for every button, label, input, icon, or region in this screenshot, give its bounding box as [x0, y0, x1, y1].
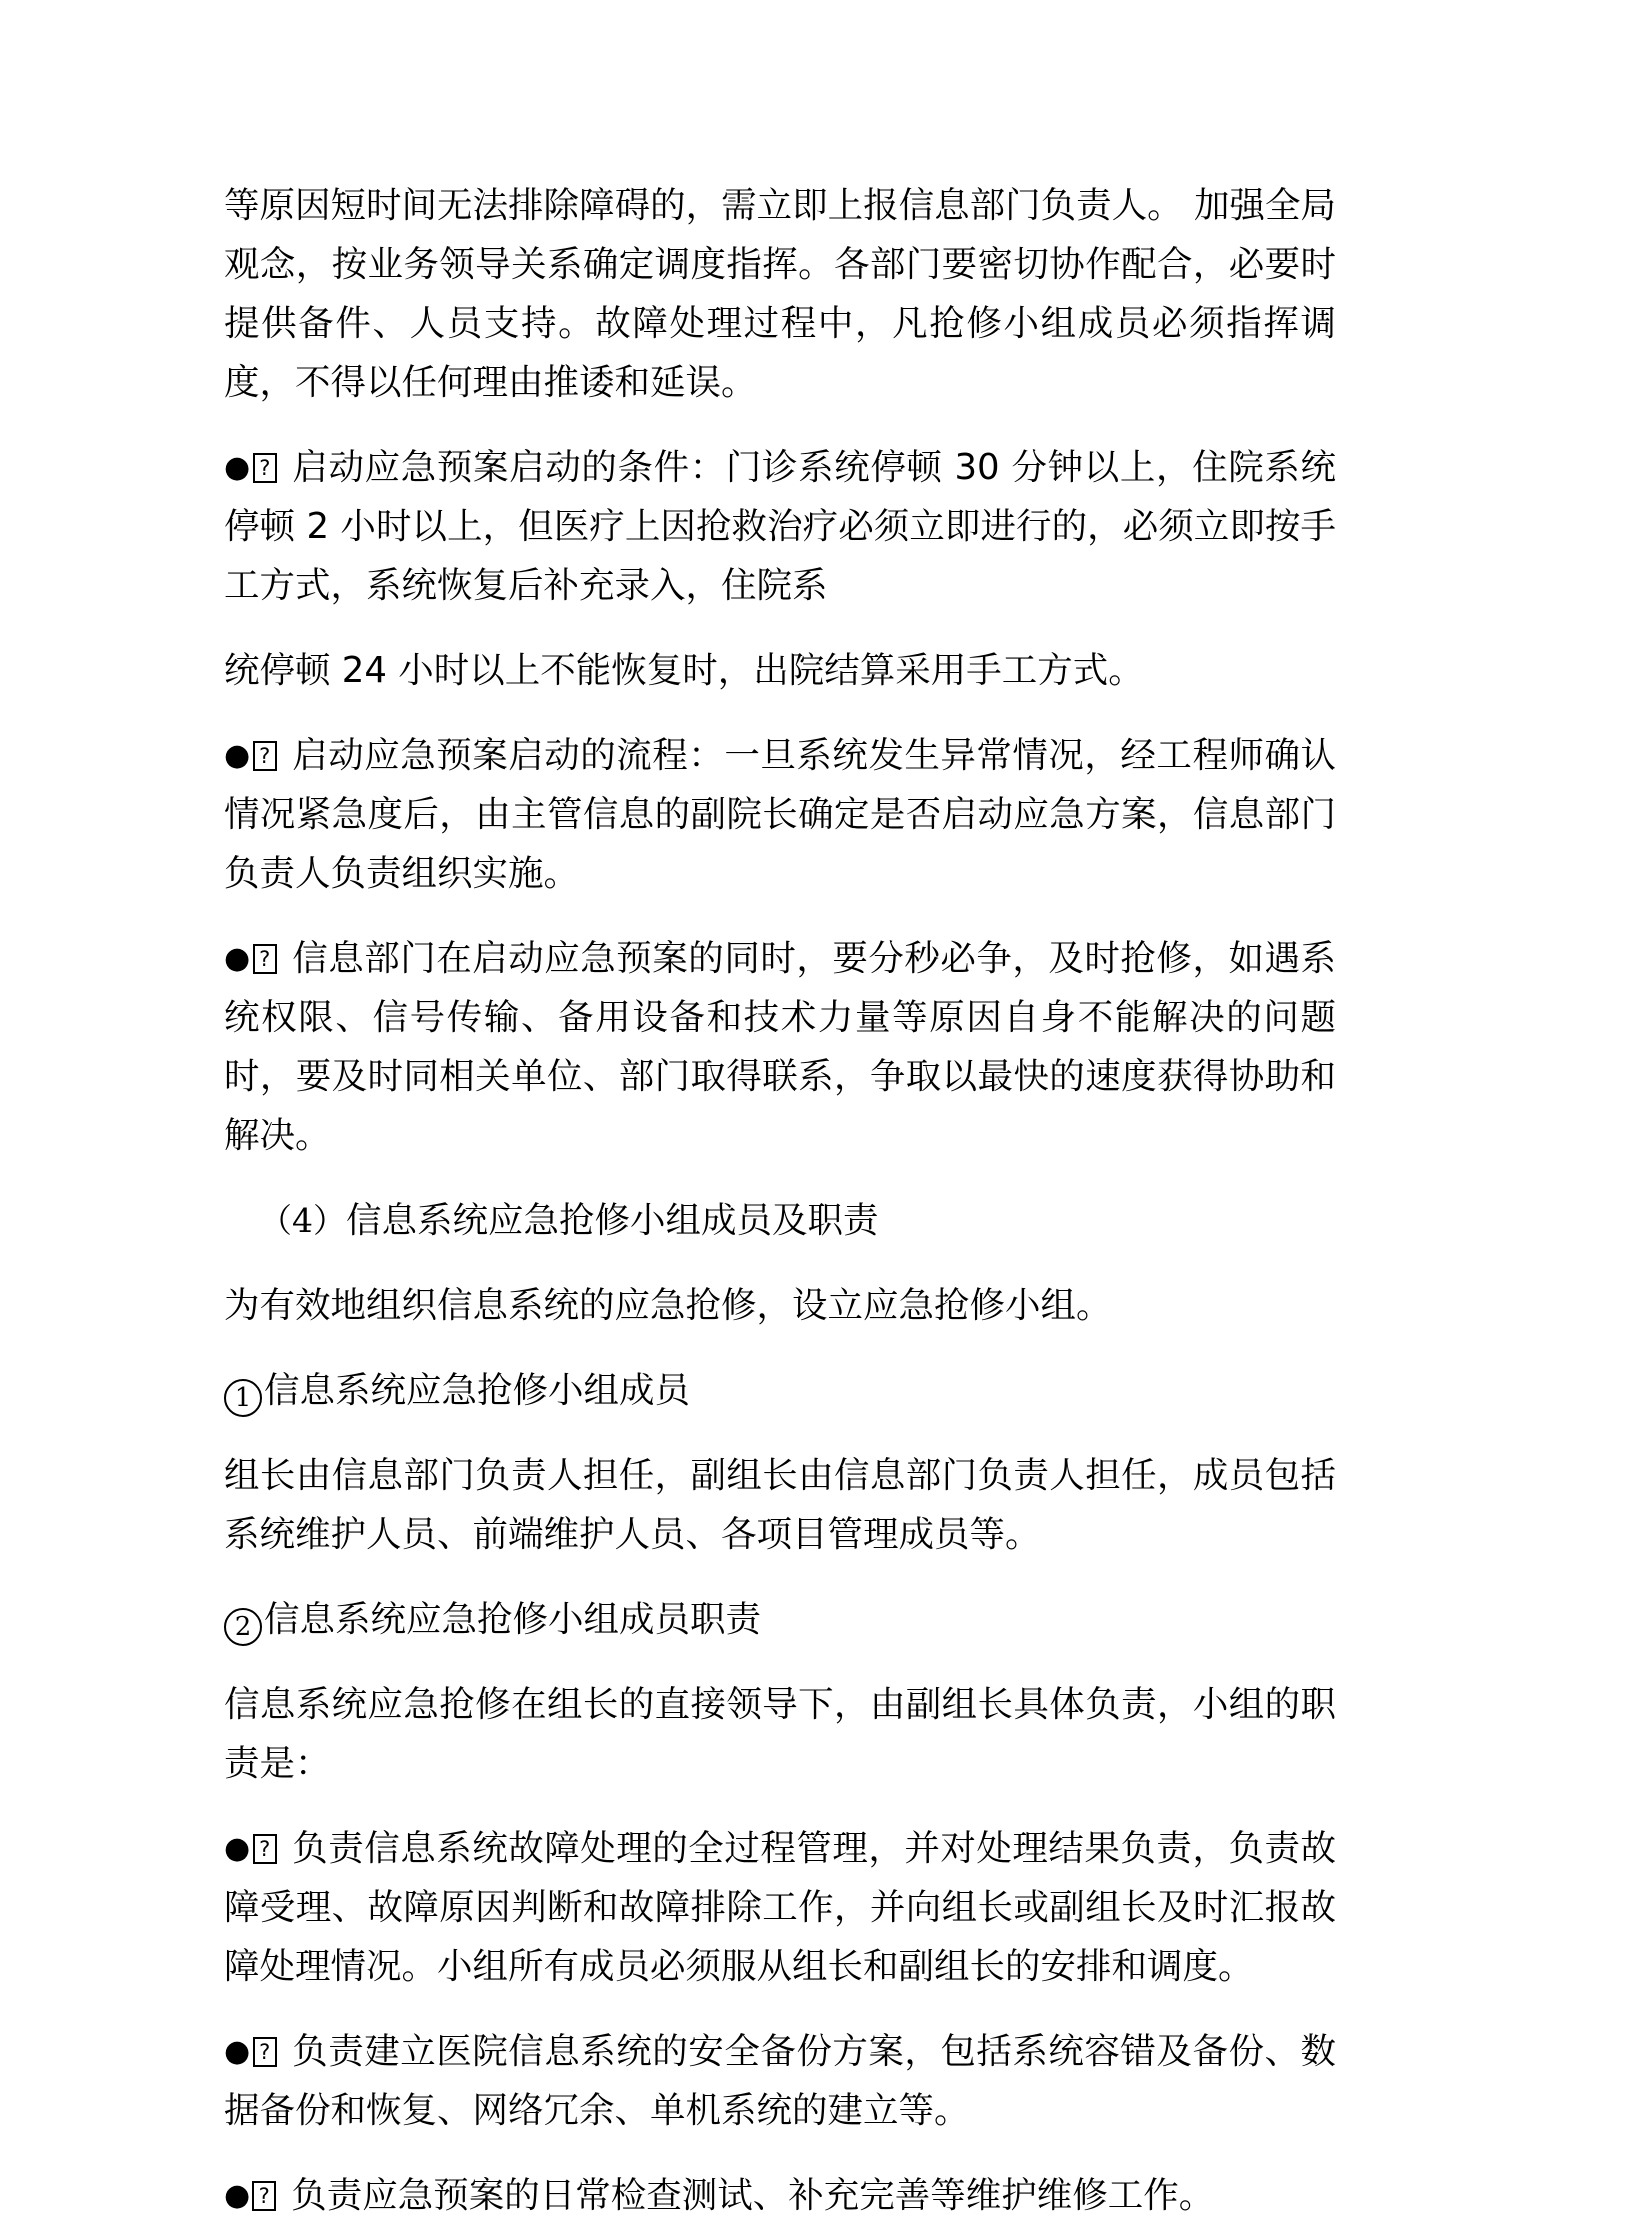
missing-glyph-icon: ?: [252, 2181, 276, 2211]
section-heading-4: [224, 1191, 1336, 1250]
bullet-marker: [224, 1828, 292, 1869]
filled-circle-bullet-icon: ●: [224, 2178, 251, 2213]
subsection-heading-2: [224, 1590, 1336, 1649]
heading-marker: （4）: [259, 1201, 346, 1240]
filled-circle-bullet-icon: ●: [224, 450, 251, 485]
bullet-paragraph: [224, 438, 1336, 615]
circled-number-icon: 1: [224, 1379, 262, 1417]
bullet-paragraph: [224, 929, 1336, 1165]
missing-glyph-icon: ?: [253, 2037, 277, 2067]
bullet-text: 启动应急预案启动的条件：门诊系统停顿 30 分钟以上，住院系统停顿 2 小时以上，但医疗上因抢救治疗必须立即进行的，必须立即按手工方式，系统恢复后补充录入，住院系: [224, 447, 1336, 606]
subsection-heading-1: [224, 1361, 1336, 1420]
heading-text: 信息系统应急抢修小组成员及职责: [346, 1200, 879, 1241]
document-body: [224, 176, 1336, 2225]
bullet-text: 负责应急预案的日常检查测试、补充完善等维护维修工作。: [291, 2175, 1215, 2216]
bullet-marker: [224, 2175, 291, 2216]
filled-circle-bullet-icon: ●: [224, 738, 251, 773]
paragraph-body: 为有效地组织信息系统的应急抢修，设立应急抢修小组。: [224, 1285, 1112, 1326]
bullet-text: 启动应急预案启动的流程：一旦系统发生异常情况，经工程师确认情况紧急度后，由主管信息的副院长确定是否启动应急方案，信息部门负责人负责组织实施。: [224, 735, 1336, 894]
bullet-text: 负责信息系统故障处理的全过程管理，并对处理结果负责，负责故障受理、故障原因判断和故障排除工作，并向组长或副组长及时汇报故障处理情况。小组所有成员必须服从组长和副组长的安排和调度。: [224, 1828, 1336, 1987]
paragraph-body: 等原因短时间无法排除障碍的，需立即上报信息部门负责人。 加强全局观念，按业务领导关系确定调度指挥。各部门要密切协作配合，必要时提供备件、人员支持。故障处理过程中，凡抢修小组成员必须指挥调度，不得以任何理由推诿和延误。: [224, 185, 1336, 403]
bullet-paragraph: [224, 2022, 1336, 2140]
bullet-marker: [224, 2031, 292, 2072]
paragraph-body: 统停顿 24 小时以上不能恢复时，出院结算采用手工方式。: [224, 650, 1144, 691]
filled-circle-bullet-icon: ●: [224, 941, 251, 976]
filled-circle-bullet-icon: ●: [224, 1831, 251, 1866]
bullet-marker: [224, 447, 292, 488]
bullet-paragraph: [224, 2166, 1336, 2225]
bullet-paragraph: [224, 1819, 1336, 1996]
bullet-marker: [224, 735, 292, 776]
paragraph-body: 信息系统应急抢修在组长的直接领导下，由副组长具体负责，小组的职责是：: [224, 1684, 1336, 1784]
missing-glyph-icon: ?: [253, 741, 277, 771]
missing-glyph-icon: ?: [253, 453, 277, 483]
filled-circle-bullet-icon: ●: [224, 2034, 251, 2069]
circled-number-icon: 2: [224, 1608, 262, 1646]
missing-glyph-icon: ?: [253, 1834, 277, 1864]
heading-text: 信息系统应急抢修小组成员职责: [264, 1599, 762, 1640]
paragraph-body: 组长由信息部门负责人担任，副组长由信息部门负责人担任，成员包括系统维护人员、前端维护人员、各项目管理成员等。: [224, 1455, 1336, 1555]
missing-glyph-icon: ?: [253, 944, 277, 974]
heading-text: 信息系统应急抢修小组成员: [264, 1370, 691, 1411]
bullet-text: 负责建立医院信息系统的安全备份方案，包括系统容错及备份、数据备份和恢复、网络冗余、单机系统的建立等。: [224, 2031, 1336, 2131]
bullet-paragraph: [224, 726, 1336, 903]
bullet-text: 信息部门在启动应急预案的同时，要分秒必争，及时抢修，如遇系统权限、信号传输、备用设备和技术力量等原因自身不能解决的问题时，要及时同相关单位、部门取得联系，争取以最快的速度获得协助和解决。: [224, 938, 1336, 1156]
bullet-marker: [224, 938, 292, 979]
